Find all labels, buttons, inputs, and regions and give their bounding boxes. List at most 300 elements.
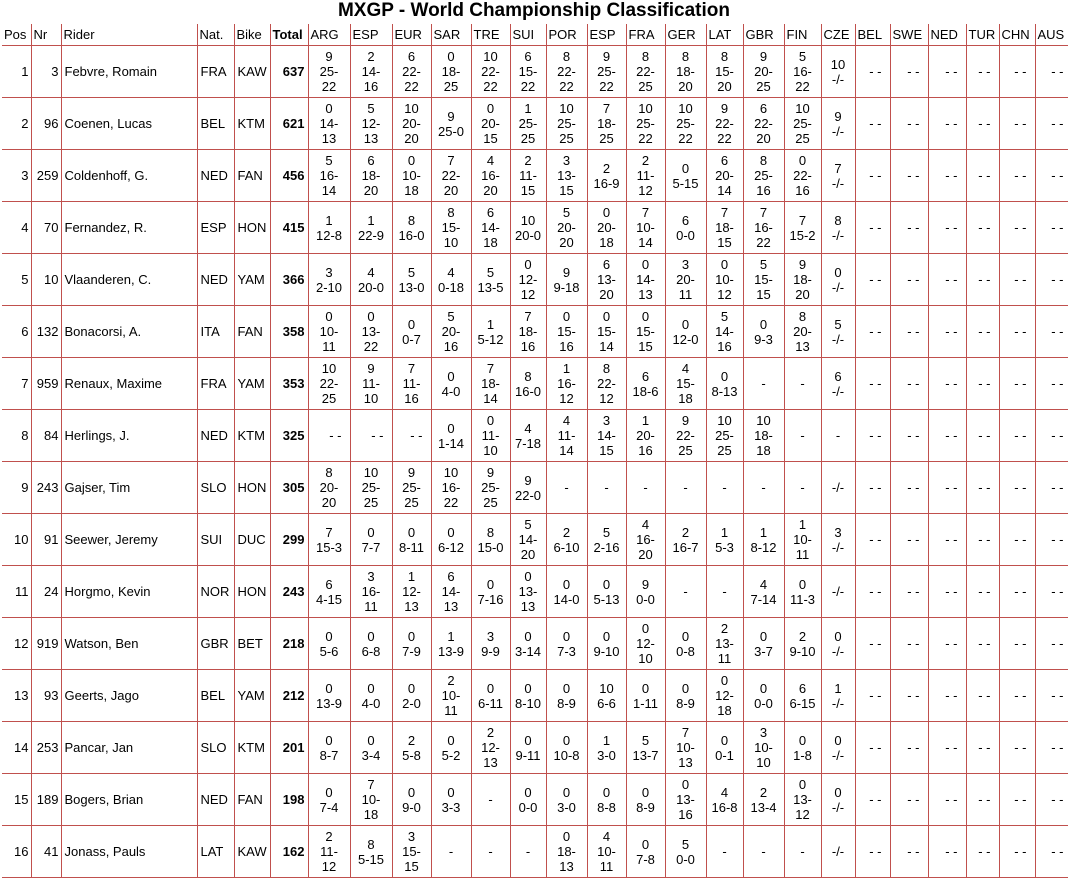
- header-row: [2, 24, 1068, 46]
- cell-result: - -: [890, 670, 928, 722]
- cell-result: 0 7-7: [350, 514, 392, 566]
- cell-result: 6 20- 14: [706, 150, 743, 202]
- cell-result: - -: [855, 514, 890, 566]
- cell-result: 9 25- 22: [587, 46, 626, 98]
- cell-result: 10 16- 22: [431, 462, 471, 514]
- cell-result: - -: [890, 358, 928, 410]
- cell-result: 0 4-0: [350, 670, 392, 722]
- cell-total: 637: [270, 46, 308, 98]
- cell-nat: NED: [197, 150, 234, 202]
- cell-result: 0 20- 18: [587, 202, 626, 254]
- cell-result: - -: [928, 410, 966, 462]
- cell-result: 0 7-16: [471, 566, 510, 618]
- cell-result: 7 22- 20: [431, 150, 471, 202]
- cell-nr: 259: [31, 150, 61, 202]
- cell-result: - -: [890, 410, 928, 462]
- cell-nr: 3: [31, 46, 61, 98]
- cell-result: 6 14- 18: [471, 202, 510, 254]
- cell-result: 10 18- 18: [743, 410, 784, 462]
- cell-total: 243: [270, 566, 308, 618]
- cell-nat: SUI: [197, 514, 234, 566]
- cell-result: - -: [855, 202, 890, 254]
- cell-rider: Bogers, Brian: [61, 774, 197, 826]
- cell-result: 5 14- 20: [510, 514, 546, 566]
- cell-result: - -: [999, 618, 1035, 670]
- cell-pos: 1: [2, 46, 31, 98]
- header-event-cze: CZE: [821, 24, 855, 46]
- cell-result: 6 22- 20: [743, 98, 784, 150]
- cell-result: - -: [1035, 150, 1068, 202]
- cell-result: - -: [890, 306, 928, 358]
- cell-result: 0 8-9: [626, 774, 665, 826]
- cell-rider: Watson, Ben: [61, 618, 197, 670]
- cell-rider: Jonass, Pauls: [61, 826, 197, 878]
- cell-result: 10 22- 25: [308, 358, 350, 410]
- cell-result: 0 5-13: [587, 566, 626, 618]
- cell-total: 358: [270, 306, 308, 358]
- cell-result: 10 20- 20: [392, 98, 431, 150]
- cell-result: 6 0-0: [665, 202, 706, 254]
- cell-result: - -: [999, 670, 1035, 722]
- cell-result: 10 25- 22: [626, 98, 665, 150]
- cell-nr: 959: [31, 358, 61, 410]
- cell-result: - -: [890, 150, 928, 202]
- cell-result: 0 8-7: [308, 722, 350, 774]
- cell-rider: Herlings, J.: [61, 410, 197, 462]
- cell-result: 8 15- 20: [706, 46, 743, 98]
- cell-result: 5 13-5: [471, 254, 510, 306]
- cell-result: 1 16- 12: [546, 358, 587, 410]
- cell-result: - -: [855, 98, 890, 150]
- cell-nat: NED: [197, 410, 234, 462]
- cell-result: - -: [1035, 202, 1068, 254]
- cell-nat: SLO: [197, 462, 234, 514]
- cell-result: 0 -/-: [821, 774, 855, 826]
- cell-result: - -: [855, 670, 890, 722]
- cell-result: 0 7-3: [546, 618, 587, 670]
- header-nat: Nat.: [197, 24, 234, 46]
- cell-result: 4 7-14: [743, 566, 784, 618]
- cell-result: - -: [890, 98, 928, 150]
- header-event-ger: GER: [665, 24, 706, 46]
- cell-result: 0 6-12: [431, 514, 471, 566]
- cell-result: - -: [999, 254, 1035, 306]
- cell-pos: 15: [2, 774, 31, 826]
- cell-result: 10 25- 25: [784, 98, 821, 150]
- cell-bike: YAM: [234, 670, 270, 722]
- header-event-sar: SAR: [431, 24, 471, 46]
- cell-result: - -: [1035, 306, 1068, 358]
- cell-result: 9 22- 22: [706, 98, 743, 150]
- cell-rider: Vlaanderen, C.: [61, 254, 197, 306]
- cell-result: - -: [1035, 566, 1068, 618]
- cell-result: 2 11- 12: [308, 826, 350, 878]
- cell-total: 212: [270, 670, 308, 722]
- cell-nat: FRA: [197, 46, 234, 98]
- cell-result: - -: [855, 774, 890, 826]
- cell-result: - -: [928, 150, 966, 202]
- cell-result: 4 20-0: [350, 254, 392, 306]
- cell-result: 2 9-10: [784, 618, 821, 670]
- header-event-esp: ESP: [587, 24, 626, 46]
- table-row: [2, 150, 1068, 202]
- cell-result: 0 20- 15: [471, 98, 510, 150]
- cell-result: - -: [1035, 46, 1068, 98]
- cell-result: 0 11-3: [784, 566, 821, 618]
- cell-nat: NED: [197, 254, 234, 306]
- table-row: [2, 670, 1068, 722]
- cell-result: - -: [928, 254, 966, 306]
- table-row: [2, 98, 1068, 150]
- cell-result: 0 0-8: [665, 618, 706, 670]
- cell-result: 3 20- 11: [665, 254, 706, 306]
- cell-result: -/-: [821, 566, 855, 618]
- cell-total: 305: [270, 462, 308, 514]
- cell-result: - -: [928, 826, 966, 878]
- cell-result: 5 13-0: [392, 254, 431, 306]
- cell-total: 218: [270, 618, 308, 670]
- cell-result: 6 6-15: [784, 670, 821, 722]
- cell-bike: HON: [234, 462, 270, 514]
- table-row: [2, 462, 1068, 514]
- cell-result: 0 13- 22: [350, 306, 392, 358]
- cell-result: 0 8-8: [587, 774, 626, 826]
- cell-result: 0 18- 25: [431, 46, 471, 98]
- cell-result: 0 12-0: [665, 306, 706, 358]
- cell-pos: 8: [2, 410, 31, 462]
- cell-result: 6 -/-: [821, 358, 855, 410]
- cell-result: 9 9-18: [546, 254, 587, 306]
- cell-result: - -: [1035, 358, 1068, 410]
- cell-result: - -: [890, 202, 928, 254]
- cell-result: -: [821, 410, 855, 462]
- cell-result: 0 8-9: [546, 670, 587, 722]
- cell-result: - -: [928, 774, 966, 826]
- cell-result: 6 14- 13: [431, 566, 471, 618]
- cell-result: 0 18- 13: [546, 826, 587, 878]
- cell-result: - -: [999, 826, 1035, 878]
- cell-bike: HON: [234, 566, 270, 618]
- cell-pos: 7: [2, 358, 31, 410]
- cell-result: -: [665, 462, 706, 514]
- cell-rider: Renaux, Maxime: [61, 358, 197, 410]
- cell-result: 0 8-11: [392, 514, 431, 566]
- cell-result: 10 25- 25: [350, 462, 392, 514]
- cell-bike: BET: [234, 618, 270, 670]
- cell-result: 5 14- 16: [706, 306, 743, 358]
- cell-result: 0 8-9: [665, 670, 706, 722]
- cell-result: 0 1-11: [626, 670, 665, 722]
- cell-result: - -: [1035, 254, 1068, 306]
- cell-result: 1 10- 11: [784, 514, 821, 566]
- cell-result: 2 16-9: [587, 150, 626, 202]
- cell-result: 0 9-3: [743, 306, 784, 358]
- cell-result: - -: [890, 618, 928, 670]
- cell-result: 8 22- 12: [587, 358, 626, 410]
- cell-result: 1 -/-: [821, 670, 855, 722]
- cell-result: 0 14- 13: [626, 254, 665, 306]
- cell-result: 0 12- 10: [626, 618, 665, 670]
- cell-result: 10 25- 25: [546, 98, 587, 150]
- header-event-lat: LAT: [706, 24, 743, 46]
- cell-total: 201: [270, 722, 308, 774]
- cell-total: 415: [270, 202, 308, 254]
- cell-total: 456: [270, 150, 308, 202]
- cell-result: 9 18- 20: [784, 254, 821, 306]
- cell-result: 0 7-9: [392, 618, 431, 670]
- cell-result: 8 15-0: [471, 514, 510, 566]
- cell-nr: 253: [31, 722, 61, 774]
- cell-nat: NED: [197, 774, 234, 826]
- cell-result: 0 0-1: [706, 722, 743, 774]
- cell-result: 0 15- 15: [626, 306, 665, 358]
- cell-nr: 10: [31, 254, 61, 306]
- cell-result: - -: [999, 722, 1035, 774]
- cell-bike: HON: [234, 202, 270, 254]
- cell-result: 7 -/-: [821, 150, 855, 202]
- cell-result: 2 10- 11: [431, 670, 471, 722]
- cell-nr: 96: [31, 98, 61, 150]
- cell-result: - -: [999, 98, 1035, 150]
- cell-pos: 12: [2, 618, 31, 670]
- cell-nr: 93: [31, 670, 61, 722]
- cell-result: 5 0-0: [665, 826, 706, 878]
- cell-result: - -: [928, 618, 966, 670]
- cell-result: 4 16-8: [706, 774, 743, 826]
- cell-result: 0 9-10: [587, 618, 626, 670]
- cell-result: 0 0-0: [743, 670, 784, 722]
- cell-result: - -: [890, 566, 928, 618]
- cell-result: 7 18- 16: [510, 306, 546, 358]
- cell-result: 10 22- 22: [471, 46, 510, 98]
- cell-result: - -: [855, 826, 890, 878]
- cell-result: -: [431, 826, 471, 878]
- cell-result: -: [743, 826, 784, 878]
- cell-result: - -: [999, 774, 1035, 826]
- cell-result: 0 3-14: [510, 618, 546, 670]
- cell-result: 3 13- 15: [546, 150, 587, 202]
- cell-result: 5 2-16: [587, 514, 626, 566]
- cell-bike: KTM: [234, 722, 270, 774]
- cell-result: 6 15- 22: [510, 46, 546, 98]
- cell-result: 0 12- 18: [706, 670, 743, 722]
- cell-result: 0 6-8: [350, 618, 392, 670]
- cell-result: 0 1-14: [431, 410, 471, 462]
- header-nr: Nr: [31, 24, 61, 46]
- classification-table: [2, 24, 1068, 878]
- cell-result: 0 7-4: [308, 774, 350, 826]
- header-rider: Rider: [61, 24, 197, 46]
- cell-result: -/-: [821, 826, 855, 878]
- cell-result: - -: [392, 410, 431, 462]
- cell-result: - -: [999, 410, 1035, 462]
- cell-result: - -: [999, 306, 1035, 358]
- cell-result: - -: [928, 306, 966, 358]
- cell-result: 4 10- 11: [587, 826, 626, 878]
- cell-pos: 4: [2, 202, 31, 254]
- cell-result: 7 18- 25: [587, 98, 626, 150]
- cell-nr: 132: [31, 306, 61, 358]
- cell-total: 366: [270, 254, 308, 306]
- cell-result: 0 13- 12: [784, 774, 821, 826]
- cell-result: 0 15- 14: [587, 306, 626, 358]
- table-row: [2, 722, 1068, 774]
- cell-nat: ESP: [197, 202, 234, 254]
- cell-bike: YAM: [234, 358, 270, 410]
- cell-result: - -: [966, 98, 999, 150]
- cell-result: - -: [1035, 826, 1068, 878]
- cell-bike: KAW: [234, 826, 270, 878]
- cell-result: 0 -/-: [821, 254, 855, 306]
- cell-result: 0 1-8: [784, 722, 821, 774]
- cell-rider: Seewer, Jeremy: [61, 514, 197, 566]
- cell-result: 1 5-12: [471, 306, 510, 358]
- cell-total: 621: [270, 98, 308, 150]
- cell-result: - -: [999, 358, 1035, 410]
- cell-result: - -: [966, 254, 999, 306]
- cell-result: 0 3-3: [431, 774, 471, 826]
- cell-nat: ITA: [197, 306, 234, 358]
- cell-result: -: [665, 566, 706, 618]
- cell-result: - -: [999, 150, 1035, 202]
- cell-result: 0 9-11: [510, 722, 546, 774]
- cell-result: - -: [308, 410, 350, 462]
- cell-result: - -: [890, 514, 928, 566]
- cell-result: 0 5-15: [665, 150, 706, 202]
- cell-result: 0 22- 16: [784, 150, 821, 202]
- cell-result: 7 18- 14: [471, 358, 510, 410]
- cell-result: 3 10- 10: [743, 722, 784, 774]
- cell-result: - -: [999, 462, 1035, 514]
- cell-result: -: [784, 826, 821, 878]
- cell-result: - -: [966, 618, 999, 670]
- cell-result: 9 11- 10: [350, 358, 392, 410]
- cell-result: - -: [966, 150, 999, 202]
- cell-result: 4 15- 18: [665, 358, 706, 410]
- cell-nat: LAT: [197, 826, 234, 878]
- cell-result: 4 16- 20: [471, 150, 510, 202]
- cell-result: 7 15-3: [308, 514, 350, 566]
- cell-result: 9 22-0: [510, 462, 546, 514]
- cell-total: 325: [270, 410, 308, 462]
- cell-result: - -: [1035, 514, 1068, 566]
- cell-result: 0 10- 11: [308, 306, 350, 358]
- cell-bike: FAN: [234, 306, 270, 358]
- header-event-sui: SUI: [510, 24, 546, 46]
- cell-pos: 14: [2, 722, 31, 774]
- cell-result: - -: [966, 514, 999, 566]
- header-event-chn: CHN: [999, 24, 1035, 46]
- cell-result: 2 13- 11: [706, 618, 743, 670]
- cell-pos: 11: [2, 566, 31, 618]
- cell-pos: 6: [2, 306, 31, 358]
- cell-result: 8 18- 20: [665, 46, 706, 98]
- table-row: [2, 618, 1068, 670]
- cell-result: 2 13-4: [743, 774, 784, 826]
- header-event-tur: TUR: [966, 24, 999, 46]
- cell-result: 8 20- 13: [784, 306, 821, 358]
- table-row: [2, 410, 1068, 462]
- cell-rider: Horgmo, Kevin: [61, 566, 197, 618]
- cell-result: -: [587, 462, 626, 514]
- cell-result: 0 11- 10: [471, 410, 510, 462]
- cell-result: 10 20-0: [510, 202, 546, 254]
- cell-result: - -: [928, 98, 966, 150]
- cell-result: - -: [928, 46, 966, 98]
- cell-result: 3 9-9: [471, 618, 510, 670]
- header-event-swe: SWE: [890, 24, 928, 46]
- table-row: [2, 202, 1068, 254]
- cell-result: - -: [999, 202, 1035, 254]
- cell-result: 0 14- 13: [308, 98, 350, 150]
- cell-result: 0 15- 16: [546, 306, 587, 358]
- cell-result: 1 13-9: [431, 618, 471, 670]
- header-event-tre: TRE: [471, 24, 510, 46]
- cell-result: - -: [966, 202, 999, 254]
- cell-total: 353: [270, 358, 308, 410]
- cell-result: - -: [1035, 722, 1068, 774]
- cell-result: 4 0-18: [431, 254, 471, 306]
- cell-result: - -: [1035, 98, 1068, 150]
- cell-result: 0 3-0: [546, 774, 587, 826]
- cell-result: 6 18- 20: [350, 150, 392, 202]
- cell-result: - -: [928, 462, 966, 514]
- cell-nat: BEL: [197, 670, 234, 722]
- cell-result: 4 11- 14: [546, 410, 587, 462]
- cell-result: 0 10- 12: [706, 254, 743, 306]
- cell-result: - -: [890, 462, 928, 514]
- cell-result: 9 25- 22: [308, 46, 350, 98]
- cell-rider: Coenen, Lucas: [61, 98, 197, 150]
- cell-result: 5 12- 13: [350, 98, 392, 150]
- cell-nr: 70: [31, 202, 61, 254]
- cell-bike: YAM: [234, 254, 270, 306]
- cell-nr: 243: [31, 462, 61, 514]
- cell-result: 1 5-3: [706, 514, 743, 566]
- cell-result: - -: [928, 566, 966, 618]
- cell-result: - -: [966, 46, 999, 98]
- cell-result: - -: [966, 722, 999, 774]
- cell-result: - -: [1035, 410, 1068, 462]
- cell-nr: 84: [31, 410, 61, 462]
- cell-nat: SLO: [197, 722, 234, 774]
- cell-result: 0 6-11: [471, 670, 510, 722]
- cell-result: 1 22-9: [350, 202, 392, 254]
- cell-result: 7 15-2: [784, 202, 821, 254]
- cell-result: - -: [999, 46, 1035, 98]
- cell-result: - -: [890, 826, 928, 878]
- cell-result: 2 11- 15: [510, 150, 546, 202]
- cell-result: 9 0-0: [626, 566, 665, 618]
- cell-result: - -: [855, 722, 890, 774]
- cell-result: 0 8-13: [706, 358, 743, 410]
- header-event-fin: FIN: [784, 24, 821, 46]
- cell-result: - -: [855, 46, 890, 98]
- cell-bike: KTM: [234, 410, 270, 462]
- cell-result: 10 25- 25: [706, 410, 743, 462]
- cell-rider: Gajser, Tim: [61, 462, 197, 514]
- cell-pos: 9: [2, 462, 31, 514]
- cell-result: - -: [1035, 462, 1068, 514]
- cell-result: 9 25- 25: [392, 462, 431, 514]
- cell-result: 2 16-7: [665, 514, 706, 566]
- cell-result: 7 16- 22: [743, 202, 784, 254]
- cell-result: 9 25-0: [431, 98, 471, 150]
- cell-result: 3 -/-: [821, 514, 855, 566]
- cell-result: 7 10- 18: [350, 774, 392, 826]
- header-event-fra: FRA: [626, 24, 665, 46]
- cell-result: - -: [890, 722, 928, 774]
